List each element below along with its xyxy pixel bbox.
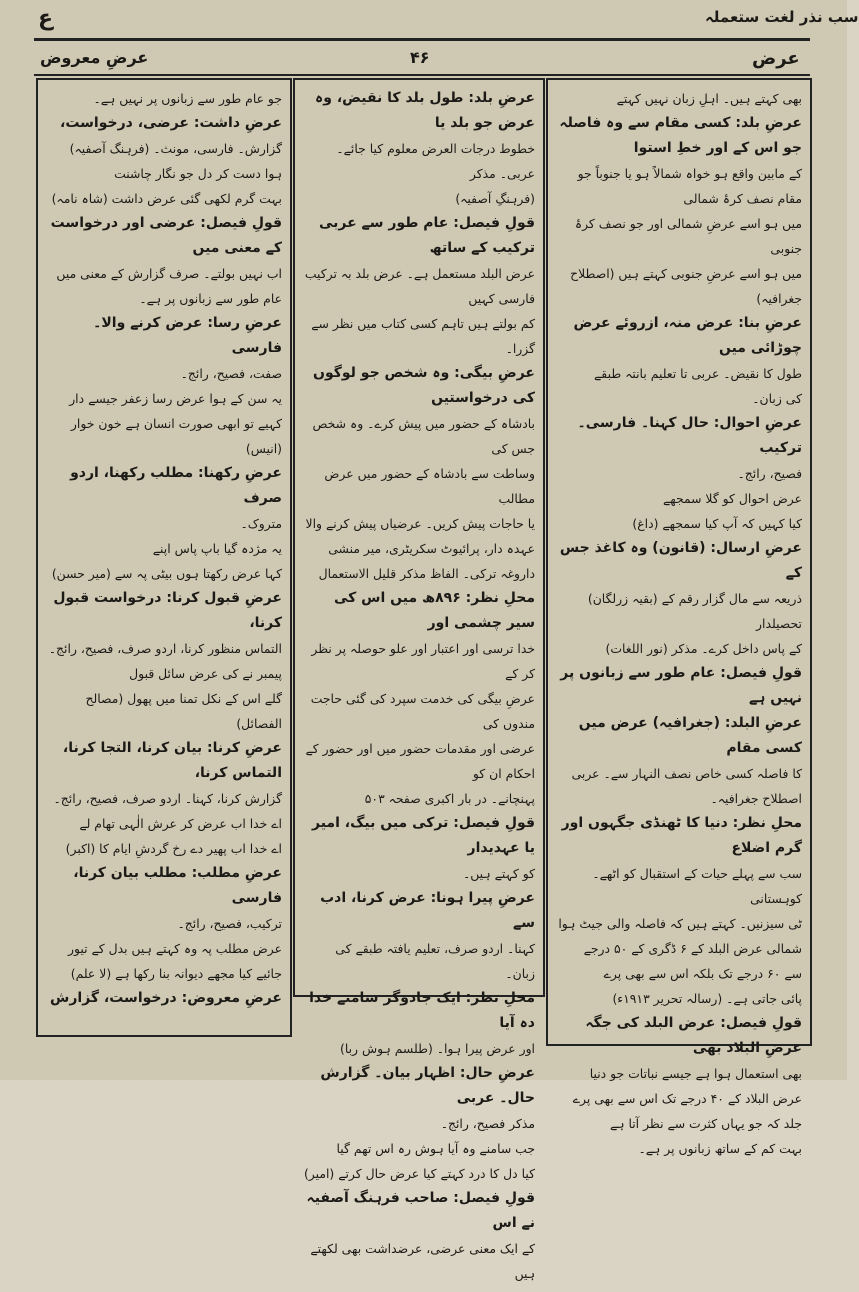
entry-line: وساطت سے بادشاہ کے حضور میں عرض مطالب (324, 466, 535, 506)
entry-line: جب سامنے وہ آیا ہوش رہ اس تھم گیا (336, 1141, 535, 1156)
header-rule-top (34, 38, 810, 41)
entry-line: قولِ فیصل: صاحب فرہنگ آصفیہ نے اس (306, 1190, 535, 1231)
entry-line: محلِ نظر: ایک جادوگر سامنے خدا دہ آیا (309, 990, 535, 1031)
entry-line: عرض مطلب پہ وہ کہتے ہیں بدل کے تیور (67, 941, 282, 956)
entry-line: عرضِ بنا: عرض منہ، ازروئے عرض چوڑائی میں (573, 315, 802, 356)
entry-line: کو کہتے ہیں۔ (462, 866, 535, 881)
entry-line: عہدہ دار، پرائیوٹ سکریٹری، میر منشی (328, 541, 535, 556)
column-left (36, 78, 292, 1037)
entry-line: قولِ فیصل: عرضی اور درخواست کے معنی میں (50, 215, 282, 256)
entry-line: ترکیب، فصیح، رائج۔ (177, 916, 282, 931)
entry-line: بھی استعمال ہوا ہے جیسے نباتات جو دنیا (589, 1066, 802, 1081)
entry-line: خدا ترسی اور اعتبار اور علو حوصلہ پر نظر کر کے (311, 641, 535, 681)
entry-line: اصطلاح جغرافیہ۔ (710, 791, 802, 806)
column-middle-entries (295, 80, 543, 1292)
entry-line: کا فاصلہ کسی خاص نصف النہار سے۔ عربی (571, 766, 802, 781)
entry-line: میں ہو اسے عرضِ جنوبی کہتے ہیں (اصطلاح جغرافیہ) (570, 266, 802, 306)
entry-line: اے خدا اب عرض کر عرش الٰہی تھام لے (79, 816, 282, 831)
entry-line: عرضِ داشت: عرضی، درخواست، (60, 115, 282, 131)
header-title: سب نذر لغت ستعملہ (705, 8, 859, 26)
entry-line: کہا عرض رکھتا ہوں بیٹی پہ سے (میر حسن) (51, 566, 282, 581)
entry-line: بہت گرم لکھی گئی عرض داشت (شاہ نامہ) (51, 191, 282, 206)
entry-line: فصیح، رائج۔ (737, 466, 802, 481)
entry-line: عرضِ بلد: طول بلد کا نقیض، وہ عرض جو بلد یا (315, 90, 535, 131)
entry-line: قولِ فیصل: عام طور سے زبانوں پر نہیں ہے (560, 665, 802, 706)
entry-line: طول کا نقیض۔ عربی تا تعلیم بانتہ طبقے (594, 366, 802, 381)
entry-line: قولِ فیصل: عام طور سے عربی ترکیب کے ساتھ (318, 215, 535, 256)
entry-line: عام طور سے زبانوں پر ہے۔ (139, 291, 282, 306)
entry-line: کم بولتے ہیں تاہم کسی کتاب میں نظر سے گزرا۔ (311, 316, 535, 356)
entry-line: ہوا دست کر دل جو نگار چاشنت (114, 166, 282, 181)
entry-line: گلے اس کے نکل تمنا میں پھول (مصالح الفصائل) (85, 691, 282, 731)
entry-line: قولِ فیصل: عرض البلد کی جگہ عرضِ البلاد بھی (585, 1015, 802, 1056)
entry-line: عرض البلد مستعمل ہے۔ عرض بلد بہ ترکیب فارسی کہیں (304, 266, 535, 306)
entry-line: داروغہ ترکی۔ الفاظ مذکر قلیل الاستعمال (318, 566, 535, 581)
header-rule-bottom (34, 74, 810, 76)
entry-line: گزارش۔ فارسی، مونث۔ (فرہنگ آصفیہ) (69, 141, 282, 156)
page-number: ۴۶ (410, 48, 430, 67)
entry-line: بھی کہتے ہیں۔ اہلِ زبان نہیں کہتے (616, 91, 802, 106)
entry-line: محلِ نظر: ۸۹۶ھ میں اس کی سیر چشمی اور (333, 590, 535, 631)
entry-line: کیا کہیں کہ آپ کیا سمجھے (داغ) (632, 516, 802, 531)
entry-line: کے مابین واقع ہو خواہ شمالاً ہو یا جنوباً جو مقام نصف کرۂ شمالی (577, 166, 802, 206)
entry-line: عرضِ البلد: (جغرافیہ) عرض میں کسی مقام (578, 715, 802, 756)
entry-line: یہ سن کے ہوا عرض رسا زعفر جیسے دار (69, 391, 282, 406)
entry-line: میں ہو اسے عرضِ شمالی اور جو نصف کرۂ جنوبی (574, 216, 802, 256)
entry-line: عرضِ بیگی: وہ شخص جو لوگوں کی درخواستیں (313, 365, 535, 406)
column-middle (293, 78, 545, 1281)
entry-line: جو عام طور سے زبانوں پر نہیں ہے۔ (93, 91, 282, 106)
entry-line: عرضِ بلد: کسی مقام سے وہ فاصلہ جو اس کے اور خطِ استوا (559, 115, 802, 156)
column-right (546, 78, 812, 1156)
entry-line: سے ۶۰ درجے تک بلکہ اس سے بھی پرے (603, 966, 802, 981)
entry-line: اب نہیں بولتے۔ صرف گزارش کے معنی میں (56, 266, 282, 281)
entry-line: یہ مژدہ گیا باپ پاس اپنے (152, 541, 282, 556)
entry-line: عرضِ قبول کرنا: درخواست قبول کرنا، (53, 590, 282, 631)
entry-line: پائی جاتی ہے۔ (رسالہ تحریر ۱۹۱۳ء) (612, 991, 802, 1006)
column-right-entries (548, 80, 810, 1167)
entry-line: کیا دل کا درد کہتے کیا عرض حال کرتے (امیر) (303, 1166, 535, 1181)
entry-line: بادشاہ کے حضور میں پیش کرے۔ وہ شخص جس کی (312, 416, 535, 456)
entry-line: متروک۔ (240, 516, 282, 531)
entry-line: سب سے پہلے حیات کے استقبال کو اٹھے۔ کوہستانی (592, 866, 802, 906)
entry-line: یا حاجات پیش کریں۔ عرضیاں پیش کرنے والا (305, 516, 535, 531)
entry-line: عرضِ رکھنا: مطلب رکھنا، اردو صرف (70, 465, 282, 506)
entry-line: شمالی عرض البلد کے ۶ ڈگری کے ۵۰ درجے (583, 941, 802, 956)
entry-line: جلد کہ جو یہاں کثرت سے نظر آتا ہے (610, 1116, 802, 1131)
column-left-entries (38, 80, 290, 1017)
entry-line: عرضِ حال: اظہار بیان۔ گزارش حال۔ عربی (320, 1065, 535, 1106)
entry-line: کے پاس داخل کرے۔ مذکر (نور اللغات) (605, 641, 802, 656)
entry-line: پیمبر نے کی عرض سائل قبول (129, 666, 282, 681)
entry-line: کہنا۔ اردو صرف، تعلیم یافتہ طبقے کی زبان۔ (335, 941, 535, 981)
entry-line: مذکر فصیح، رائج۔ (440, 1116, 535, 1131)
entry-line: عرضِ معروض: درخواست، گزارش (50, 990, 282, 1006)
entry-line: محلِ نظر: دنیا کا ٹھنڈی جگہوں اور گرم اضلاع (561, 815, 802, 856)
entry-line: عرضی اور مقدمات حضور میں اور حضور کے احکام ان کو (305, 741, 535, 781)
entry-line: کی زبان۔ (752, 391, 802, 406)
entry-line: اے خدا اب پھیر دے رخ گردشِ ایام کا (اکبر) (65, 841, 282, 856)
header-letter: ع (38, 6, 54, 31)
entry-line: عرضِ کرنا: بیان کرنا، التجا کرنا، التماس کرنا، (62, 740, 282, 781)
entry-line: عرضِ بیگی کی خدمت سپرد کی گئی حاجت مندوں کی (310, 691, 535, 731)
entry-line: گزارش کرنا، کہنا۔ اردو صرف، فصیح، رائج۔ (53, 791, 282, 806)
entry-line: (فرہنگِ آصفیہ) (455, 191, 535, 206)
entry-line: عرضِ مطلب: مطلب بیان کرنا، فارسی (73, 865, 282, 906)
entry-line: عرضِ ارسال: (قانون) وہ کاغذ جس کے (559, 540, 802, 581)
entry-line: عرض احوال کو گلا سمجھے (662, 491, 802, 506)
entry-line: عرض البلاد کے ۴۰ درجے تک اس سے بھی پرے (572, 1091, 802, 1106)
entry-line: کہیے تو ابھی صورت انسان ہے خون خوار (انیس) (70, 416, 282, 456)
entry-line: پہنچانے۔ در بار اکبری صفحہ ۵۰۳ (364, 791, 535, 806)
entry-line: عرضِ پیرا ہونا: عرض کرنا، ادب سے (320, 890, 535, 931)
entry-line: التماس منظور کرنا، اردو صرف، فصیح، رائج۔ (48, 641, 282, 656)
entry-line: خطوط درجات العرض معلوم کیا جائے۔ عربی۔ مذکر (336, 141, 535, 181)
right-headword: عرض (752, 48, 800, 69)
entry-line: عرضِ احوال: حال کہنا۔ فارسی۔ ترکیب (577, 415, 802, 456)
entry-line: اور عرض پیرا ہوا۔ (طلسم ہوش ربا) (339, 1041, 535, 1056)
entry-line: قولِ فیصل: ترکی میں بیگ، امیر یا عہدیدار (311, 815, 535, 856)
entry-line: صفت، فصیح، رائج۔ (180, 366, 282, 381)
left-headword: عرضِ معروض (40, 48, 149, 67)
entry-line: ذریعہ سے مال گزار رقم کے (بقیہ زرلگان) تحصیلدار (587, 591, 802, 631)
entry-line: کے ایک معنی عرضی، عرضداشت بھی لکھتے ہیں (310, 1241, 535, 1281)
entry-line: عرضِ رسا: عرض کرنے والا۔ فارسی (93, 315, 282, 356)
entry-line: جائیے کیا مجھے دیوانہ بنا رکھا ہے (لا علم) (70, 966, 282, 981)
entry-line: ٹی سیزنیں۔ کہتے ہیں کہ فاصلہ والی جیٹ ہوا (558, 916, 802, 931)
entry-line: بہت کم کے ساتھ زبانوں پر ہے۔ (638, 1141, 802, 1156)
